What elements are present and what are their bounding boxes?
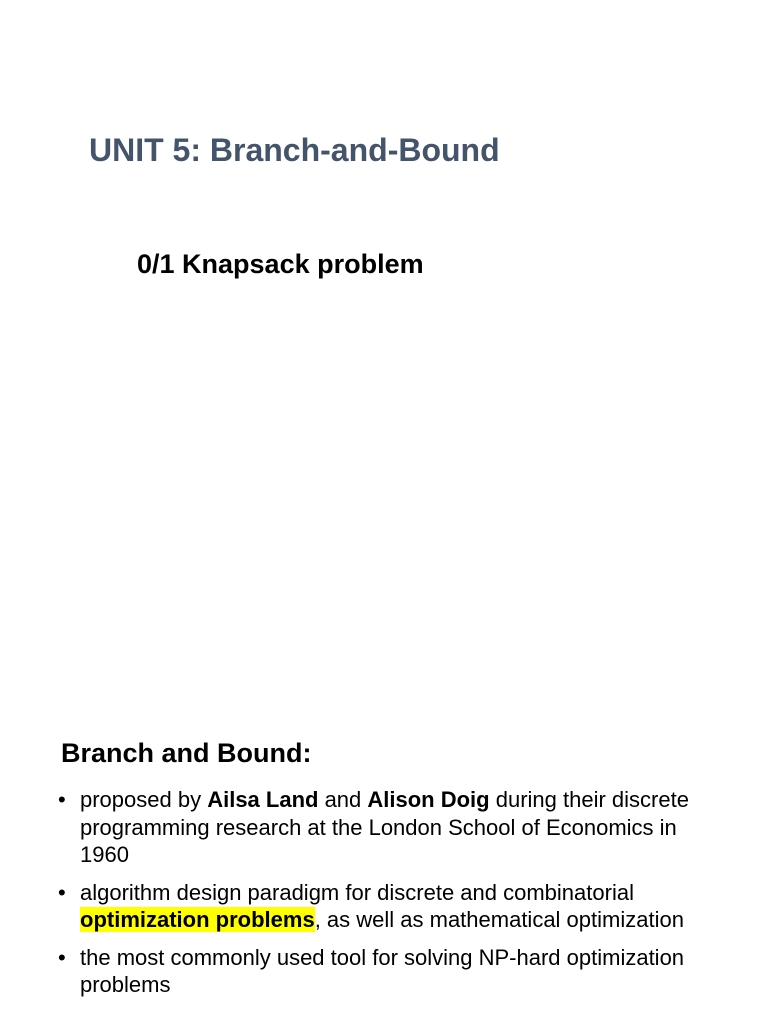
- bullet-text: proposed by: [80, 787, 208, 812]
- bullet-item: [58, 944, 708, 999]
- bullet-item: [58, 879, 708, 934]
- bullet-text: , as well as mathematical optimization: [314, 907, 684, 932]
- bullet-icon: •: [58, 787, 66, 812]
- bullet-bold-name: Ailsa Land: [207, 787, 319, 812]
- bullet-item: [58, 786, 708, 869]
- bullet-icon: •: [58, 944, 66, 970]
- bullet-bold-name: Alison Doig: [367, 787, 490, 812]
- slide-subtitle: 0/1 Knapsack problem: [137, 249, 424, 279]
- bullet-list: [58, 786, 708, 1009]
- bullet-text: algorithm design paradigm for discrete and combinatorial: [80, 879, 634, 905]
- content-slide: [0, 720, 768, 1024]
- highlighted-term: optimization problems: [80, 907, 315, 932]
- bullet-text: and: [318, 787, 368, 812]
- bullet-text: during their discrete programming research at the London School of Economics in 1960: [80, 787, 689, 867]
- unit-title: UNIT 5: Branch-and-Bound: [89, 132, 500, 168]
- bullet-icon: •: [58, 879, 66, 905]
- bullet-text: the most commonly used tool for solving NP-hard optimization problems: [80, 944, 685, 997]
- section-heading: Branch and Bound:: [61, 738, 312, 768]
